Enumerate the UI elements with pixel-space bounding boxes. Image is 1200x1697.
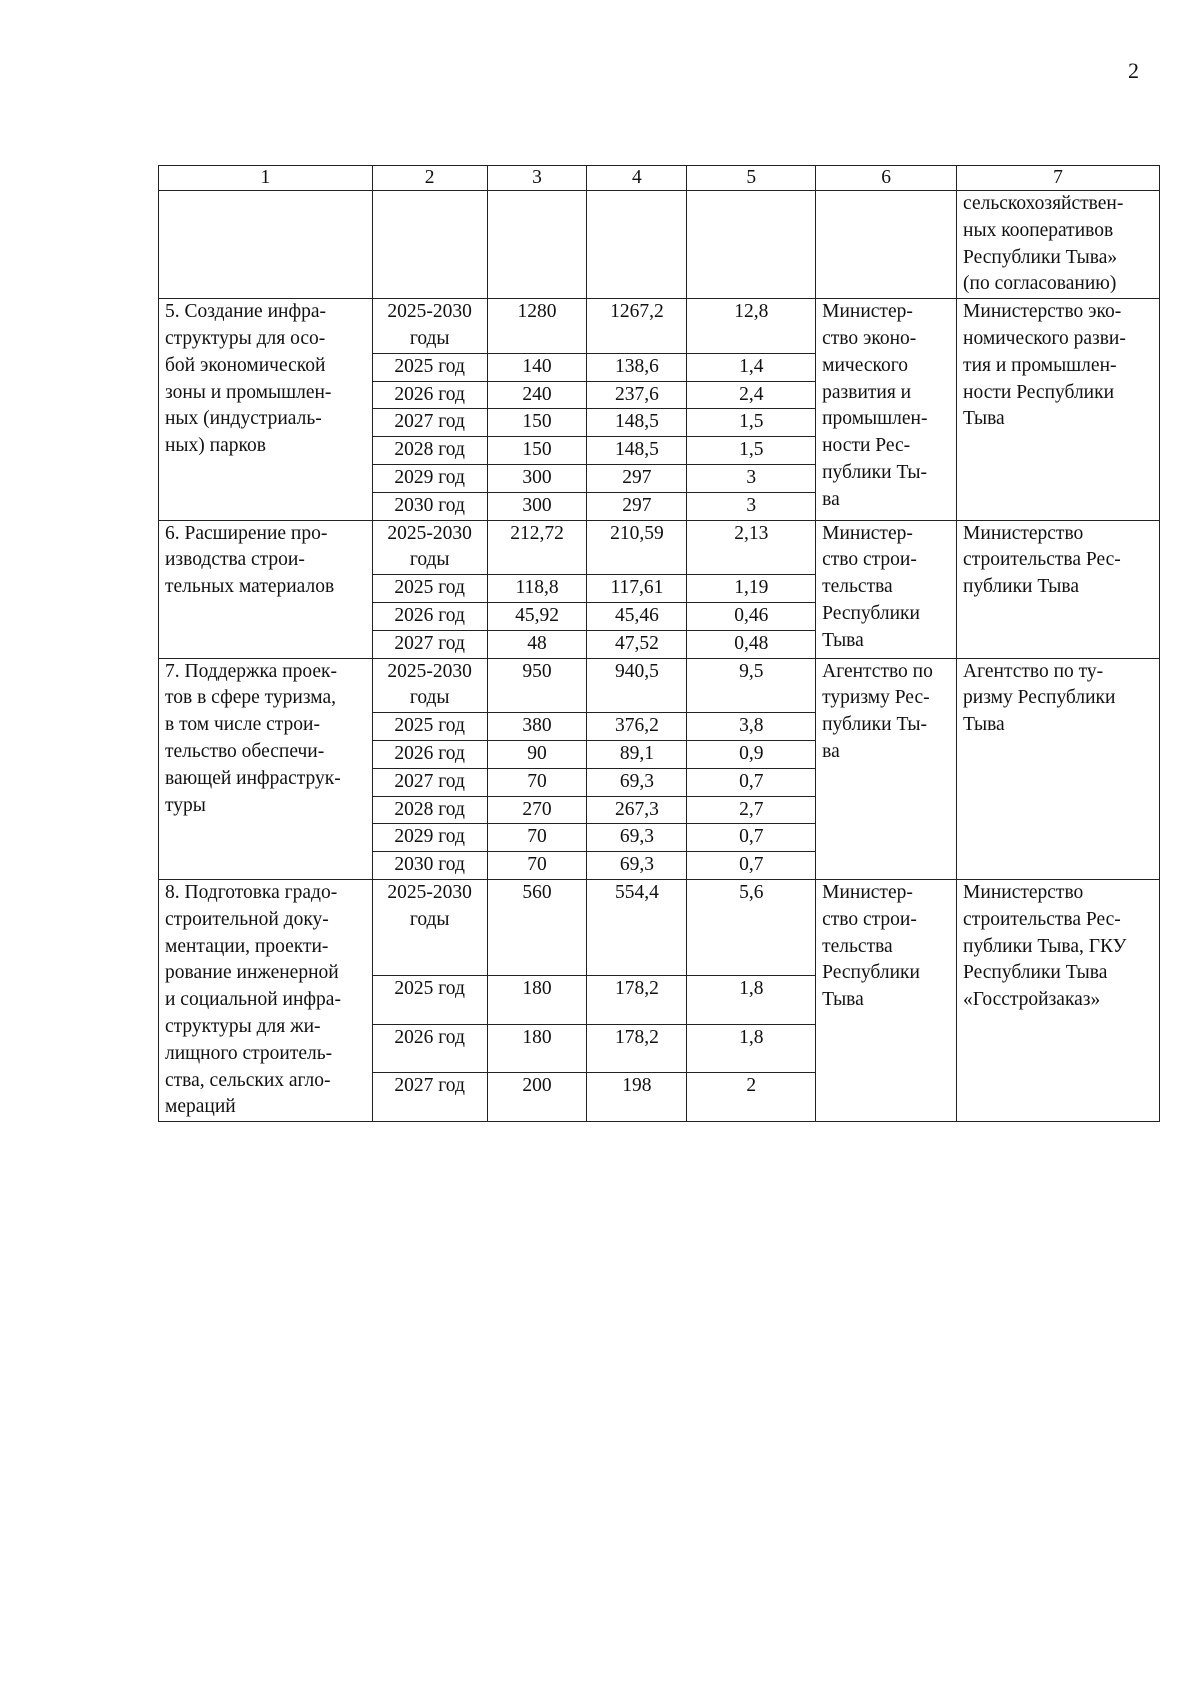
republic-budget-cell: 297 bbox=[587, 464, 687, 492]
responsible-cell: Министерство эко- номического разви- тия и промышлен- ности Республики Тыва bbox=[957, 299, 1160, 520]
republic-budget-cell: 178,2 bbox=[587, 1024, 687, 1073]
other-source-cell: 2,7 bbox=[687, 796, 816, 824]
period-cell: 2026 год bbox=[372, 381, 487, 409]
period-cell: 2025-2030 годы bbox=[372, 658, 487, 713]
other-source-cell: 1,8 bbox=[687, 1024, 816, 1073]
total-amount-cell: 300 bbox=[487, 464, 587, 492]
program-table-body bbox=[159, 166, 1160, 1122]
period-cell: 2030 год bbox=[372, 852, 487, 880]
measure-name: 6. Расширение про- изводства строи- тельных материалов bbox=[159, 520, 373, 658]
period-cell: 2027 год bbox=[372, 630, 487, 658]
period-cell: 2026 год bbox=[372, 740, 487, 768]
total-amount-cell: 180 bbox=[487, 975, 587, 1024]
responsible-cell: Агентство по ту- ризму Республики Тыва bbox=[957, 658, 1160, 879]
other-source-cell: 2,13 bbox=[687, 520, 816, 575]
column-number-6: 6 bbox=[816, 166, 957, 191]
period-cell: 2025 год bbox=[372, 713, 487, 741]
period-cell: 2025-2030 годы bbox=[372, 299, 487, 354]
executor-cell: Агентство по туризму Рес- публики Ты- ва bbox=[816, 658, 957, 879]
republic-budget-cell: 178,2 bbox=[587, 975, 687, 1024]
total-amount-cell: 70 bbox=[487, 768, 587, 796]
total-amount-cell: 212,72 bbox=[487, 520, 587, 575]
empty-cell bbox=[816, 191, 957, 299]
total-amount-cell: 950 bbox=[487, 658, 587, 713]
republic-budget-cell: 47,52 bbox=[587, 630, 687, 658]
other-source-cell: 3 bbox=[687, 492, 816, 520]
total-amount-cell: 150 bbox=[487, 437, 587, 465]
republic-budget-cell: 297 bbox=[587, 492, 687, 520]
executor-cell: Министер- ство строи- тельства Республики Тыва bbox=[816, 520, 957, 658]
republic-budget-cell: 69,3 bbox=[587, 824, 687, 852]
total-amount-cell: 48 bbox=[487, 630, 587, 658]
republic-budget-cell: 138,6 bbox=[587, 353, 687, 381]
total-amount-cell: 270 bbox=[487, 796, 587, 824]
period-cell: 2030 год bbox=[372, 492, 487, 520]
page-number: 2 bbox=[1128, 58, 1139, 83]
measure-name: 8. Подготовка градо- строительной доку- ментации, проекти- рование инженерной и социальной инфра- структуры для жи- лищного строитель- ства, сельских агло- мераций bbox=[159, 879, 373, 1121]
period-cell: 2027 год bbox=[372, 768, 487, 796]
other-source-cell: 5,6 bbox=[687, 879, 816, 975]
period-cell: 2026 год bbox=[372, 1024, 487, 1073]
period-cell: 2027 год bbox=[372, 409, 487, 437]
total-amount-cell: 45,92 bbox=[487, 602, 587, 630]
executor-cell: Министер- ство строи- тельства Республики Тыва bbox=[816, 879, 957, 1121]
responsible-cell: Министерство строительства Рес- публики Тыва, ГКУ Республики Тыва «Госстройзаказ» bbox=[957, 879, 1160, 1121]
column-number-5: 5 bbox=[687, 166, 816, 191]
republic-budget-cell: 376,2 bbox=[587, 713, 687, 741]
other-source-cell: 1,4 bbox=[687, 353, 816, 381]
other-source-cell: 0,7 bbox=[687, 824, 816, 852]
total-amount-cell: 180 bbox=[487, 1024, 587, 1073]
total-amount-cell: 380 bbox=[487, 713, 587, 741]
measure-first-row bbox=[159, 658, 1160, 713]
total-amount-cell: 90 bbox=[487, 740, 587, 768]
total-amount-cell: 150 bbox=[487, 409, 587, 437]
other-source-cell: 0,7 bbox=[687, 852, 816, 880]
other-source-cell: 9,5 bbox=[687, 658, 816, 713]
other-source-cell: 2 bbox=[687, 1073, 816, 1122]
other-source-cell: 1,5 bbox=[687, 409, 816, 437]
republic-budget-cell: 117,61 bbox=[587, 575, 687, 603]
period-cell: 2026 год bbox=[372, 602, 487, 630]
empty-cell bbox=[372, 191, 487, 299]
period-cell: 2027 год bbox=[372, 1073, 487, 1122]
column-number-2: 2 bbox=[372, 166, 487, 191]
empty-cell bbox=[687, 191, 816, 299]
other-source-cell: 12,8 bbox=[687, 299, 816, 354]
column-number-row bbox=[159, 166, 1160, 191]
republic-budget-cell: 940,5 bbox=[587, 658, 687, 713]
other-source-cell: 1,5 bbox=[687, 437, 816, 465]
republic-budget-cell: 69,3 bbox=[587, 852, 687, 880]
period-cell: 2025 год bbox=[372, 353, 487, 381]
other-source-cell: 0,46 bbox=[687, 602, 816, 630]
other-source-cell: 0,48 bbox=[687, 630, 816, 658]
period-cell: 2029 год bbox=[372, 464, 487, 492]
total-amount-cell: 118,8 bbox=[487, 575, 587, 603]
responsible-cell: Министерство строительства Рес- публики Тыва bbox=[957, 520, 1160, 658]
measure-name: 5. Создание инфра- структуры для осо- бой экономической зоны и промышлен- ных (индустриаль- ных) парков bbox=[159, 299, 373, 520]
total-amount-cell: 560 bbox=[487, 879, 587, 975]
republic-budget-cell: 198 bbox=[587, 1073, 687, 1122]
continuation-row bbox=[159, 191, 1160, 299]
program-table bbox=[158, 165, 1160, 1122]
period-cell: 2025 год bbox=[372, 575, 487, 603]
period-cell: 2025-2030 годы bbox=[372, 879, 487, 975]
republic-budget-cell: 237,6 bbox=[587, 381, 687, 409]
other-source-cell: 3,8 bbox=[687, 713, 816, 741]
republic-budget-cell: 148,5 bbox=[587, 409, 687, 437]
total-amount-cell: 240 bbox=[487, 381, 587, 409]
column-number-4: 4 bbox=[587, 166, 687, 191]
republic-budget-cell: 148,5 bbox=[587, 437, 687, 465]
column-number-1: 1 bbox=[159, 166, 373, 191]
period-cell: 2028 год bbox=[372, 437, 487, 465]
period-cell: 2025 год bbox=[372, 975, 487, 1024]
republic-budget-cell: 554,4 bbox=[587, 879, 687, 975]
republic-budget-cell: 69,3 bbox=[587, 768, 687, 796]
measure-first-row bbox=[159, 879, 1160, 975]
other-source-cell: 1,8 bbox=[687, 975, 816, 1024]
republic-budget-cell: 45,46 bbox=[587, 602, 687, 630]
total-amount-cell: 300 bbox=[487, 492, 587, 520]
other-source-cell: 0,7 bbox=[687, 768, 816, 796]
column-number-3: 3 bbox=[487, 166, 587, 191]
republic-budget-cell: 89,1 bbox=[587, 740, 687, 768]
period-cell: 2029 год bbox=[372, 824, 487, 852]
total-amount-cell: 70 bbox=[487, 852, 587, 880]
measure-first-row bbox=[159, 520, 1160, 575]
column-number-7: 7 bbox=[957, 166, 1160, 191]
republic-budget-cell: 210,59 bbox=[587, 520, 687, 575]
measure-name: 7. Поддержка проек- тов в сфере туризма, в том числе строи- тельство обеспечи- вающей инфраструк- туры bbox=[159, 658, 373, 879]
period-cell: 2025-2030 годы bbox=[372, 520, 487, 575]
total-amount-cell: 70 bbox=[487, 824, 587, 852]
other-source-cell: 0,9 bbox=[687, 740, 816, 768]
period-cell: 2028 год bbox=[372, 796, 487, 824]
republic-budget-cell: 1267,2 bbox=[587, 299, 687, 354]
continued-responsible-text: сельскохозяйствен- ных кооперативов Республики Тыва» (по согласованию) bbox=[957, 191, 1160, 299]
empty-cell bbox=[587, 191, 687, 299]
empty-cell bbox=[487, 191, 587, 299]
total-amount-cell: 140 bbox=[487, 353, 587, 381]
executor-cell: Министер- ство эконо- мического развития и промышлен- ности Рес- публики Ты- ва bbox=[816, 299, 957, 520]
other-source-cell: 3 bbox=[687, 464, 816, 492]
measure-first-row bbox=[159, 299, 1160, 354]
total-amount-cell: 1280 bbox=[487, 299, 587, 354]
republic-budget-cell: 267,3 bbox=[587, 796, 687, 824]
total-amount-cell: 200 bbox=[487, 1073, 587, 1122]
other-source-cell: 1,19 bbox=[687, 575, 816, 603]
empty-cell bbox=[159, 191, 373, 299]
other-source-cell: 2,4 bbox=[687, 381, 816, 409]
